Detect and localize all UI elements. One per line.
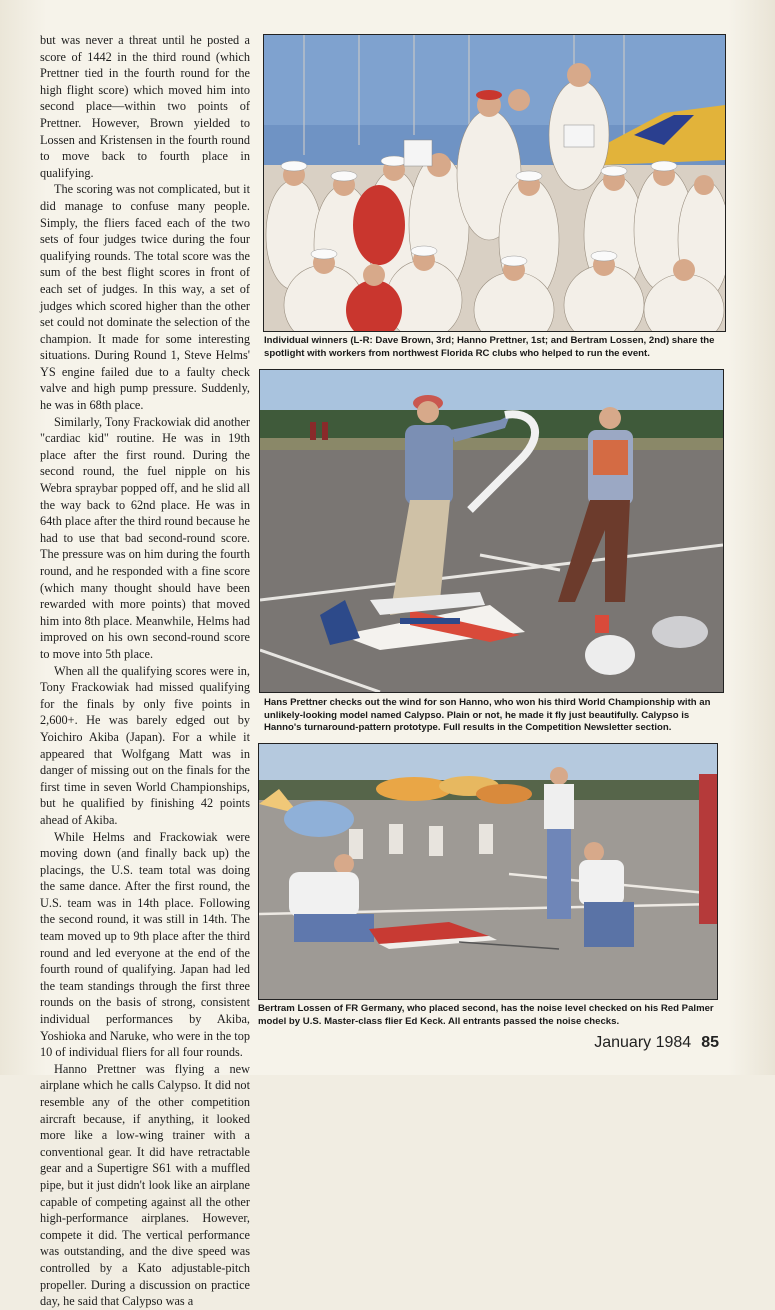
article-paragraph: While Helms and Frackowiak were moving down (and finally back up) the placings, the U.S. team total was doing the same dance. After the first round, the U.S. team was in 14th place. Following the second round, it was still in 14th. The team moved up to 9th place after the third round and led everyone at the end of the fourth round of qualifying. Japan had led the team standings through the first three rounds on the basis of strong, consistent individual performances by Akiba, Yoshioka and Naruke, who were in the top 10 of individual fliers for all four rounds. <box>40 829 250 1060</box>
flying-field-photo <box>259 369 724 693</box>
page-footer <box>594 1034 719 1052</box>
article-paragraph: Hanno Prettner was flying a new airplane which he calls Calypso. It did not resemble any of the other competition aircraft because, if anything, it looked more like a low-wing trainer with a conventional gear. It did have retractable gear and a Supertigre S61 with a muffled pipe, but it just didn't look like an airplane capable of competing against all the other high-performance airplanes. However, compete it did. The vertical performance was outstanding, and the dive speed was controlled by a Kato adjustable-pitch propeller. During a discussion on practice day, he said that Calypso was a <box>40 1061 250 1309</box>
article-paragraph: The scoring was not complicated, but it did manage to confuse many people. Simply, the fliers faced each of the two sets of four judges twice during the four qualifying rounds. The total score was the sum of the best flight scores in front of each set of judges. In this way, a set of judges which scored higher than the other set could not dominate the selection of the champion. It made for some interesting situations. During Round 1, Steve Helms' YS engine failed due to a faulty check valve and high pump pressure. Suddenly, he was in 68th place. <box>40 182 250 413</box>
flying-field-photo-caption: Hans Prettner checks out the wind for son Hanno, who won his third World Championship with an unlikely-looking model named Calypso. Plain or not, he made it fly just beautifully. Calypso is Hanno's turnaround-pattern prototype. Full results in the Competition Newsletter section. <box>264 697 711 734</box>
article-paragraph: but was never a threat until he posted a score of 1442 in the third round (which Prettner tied in the fourth round for the high flight score) which moved him into second place—within two points of Prettner. However, Brown yielded to Lossen and Kristensen in the fourth round to move back to fourth place in qualifying. <box>40 33 250 180</box>
winners-photo-caption: Individual winners (L-R: Dave Brown, 3rd; Hanno Prettner, 1st; and Bertram Lossen, 2nd) share the spotlight with workers from northwest Florida RC clubs who helped to run the event. <box>264 335 715 359</box>
noise-check-photo <box>258 743 718 1000</box>
article-column <box>40 32 250 1310</box>
noise-check-photo-caption: Bertram Lossen of FR Germany, who placed second, has the noise level checked on his Red Palmer model by U.S. Master-class flier Ed Keck. All entrants passed the noise checks. <box>258 1003 714 1027</box>
article-paragraph: Similarly, Tony Frackowiak did another "cardiac kid" routine. He was in 19th place after the first round. During the second round, the fuel nipple on his Webra spraybar popped off, and he slid all the way back to 62nd place. He was in 64th place after the third round because he had to use that bad second-round score. The pressure was on him during the fourth round, and he responded with a fine score (which many thought should have been rewarded with more points) that moved him into 8th place. Meanwhile, Helms had improved on his own second-round score to move into 5th place. <box>40 414 250 661</box>
issue-date: January 1984 <box>594 1034 692 1051</box>
winners-photo <box>263 34 726 332</box>
article-paragraph: When all the qualifying scores were in, Tony Frackowiak had missed qualifying for the finals by only five points in 2,600+. He was barely edged out by Yoichiro Akiba (Japan). For a while it appeared that Wolfgang Matt was in danger of missing out on the finals for the first time in seven World Championships, but he qualified by finishing 42 points ahead of Akiba. <box>40 663 250 827</box>
page-number: 85 <box>701 1034 719 1051</box>
